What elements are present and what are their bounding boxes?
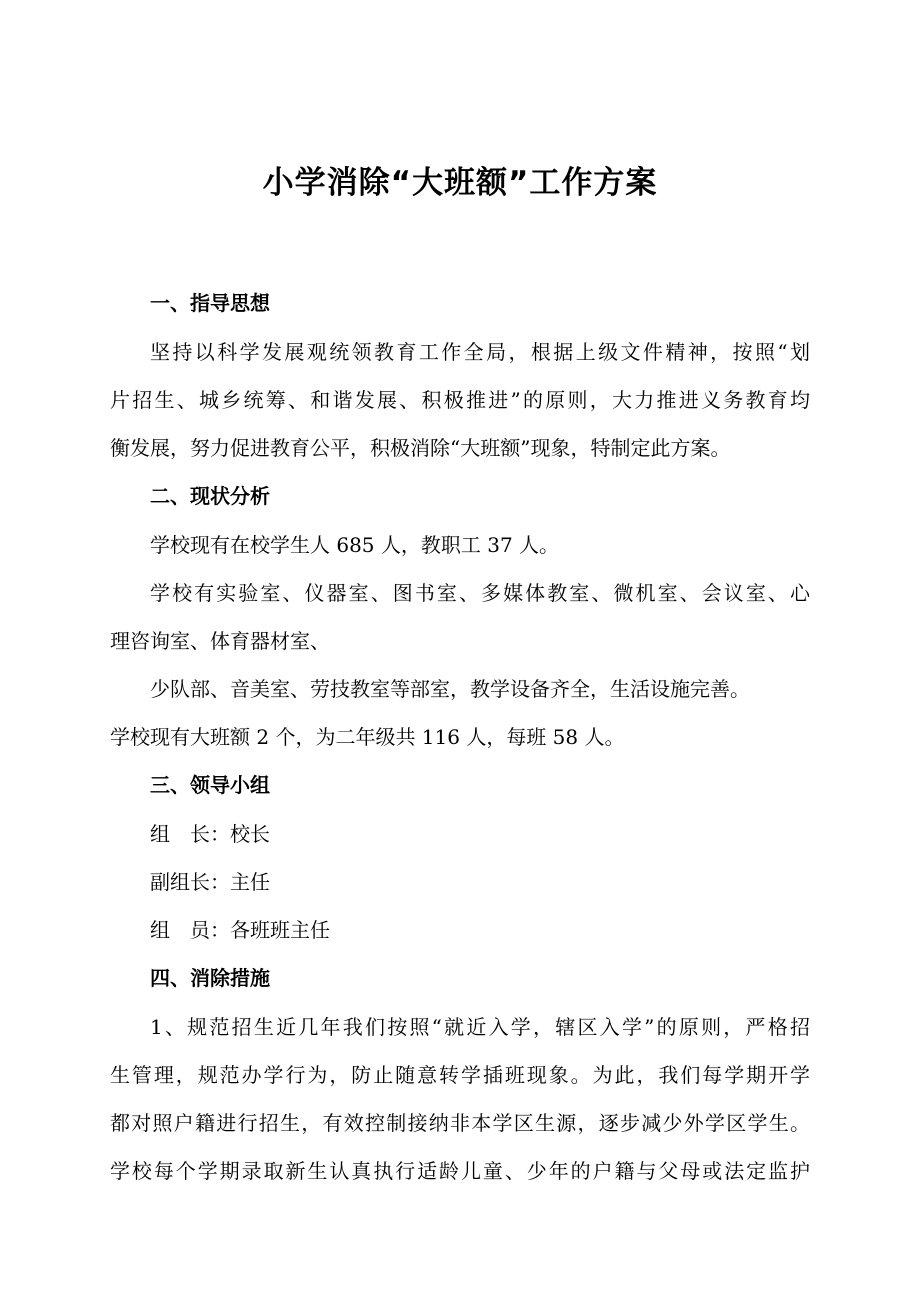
section-heading-measures: 四、消除措施 bbox=[150, 966, 270, 990]
member-leader: 组 长：校长 bbox=[150, 822, 270, 846]
paragraph-line: 少队部、音美室、劳技教室等部室，教学设备齐全，生活设施完善。 bbox=[150, 677, 750, 701]
paragraph-line: 片招生、城乡统筹、和谐发展、积极推进”的原则，大力推进义务教育均 bbox=[110, 388, 810, 412]
paragraph-line: 生管理，规范办学行为，防止随意转学插班现象。为此，我们每学期开学 bbox=[110, 1063, 810, 1087]
paragraph-line: 理咨询室、体育器材室、 bbox=[110, 629, 330, 653]
member-deputy-leader: 副组长：主任 bbox=[150, 870, 270, 894]
paragraph-line: 衡发展，努力促进教育公平，积极消除“大班额”现象，特制定此方案。 bbox=[110, 436, 731, 460]
paragraph-line: 学校每个学期录取新生认真执行适龄儿童、少年的户籍与父母或法定监护 bbox=[110, 1159, 810, 1183]
member-members: 组 员：各班班主任 bbox=[150, 918, 330, 942]
paragraph-line: 学校现有在校学生人 685 人，教职工 37 人。 bbox=[150, 533, 560, 557]
section-heading-status-analysis: 二、现状分析 bbox=[150, 484, 270, 508]
paragraph-line: 学校有实验室、仪器室、图书室、多媒体教室、微机室、会议室、心 bbox=[150, 581, 810, 605]
paragraph-line: 坚持以科学发展观统领教育工作全局，根据上级文件精神，按照“划 bbox=[150, 340, 810, 364]
paragraph-line: 1、规范招生近几年我们按照“就近入学，辖区入学”的原则，严格招 bbox=[150, 1015, 810, 1039]
paragraph-line: 学校现有大班额 2 个，为二年级共 116 人，每班 58 人。 bbox=[110, 725, 625, 749]
section-heading-leadership-group: 三、领导小组 bbox=[150, 773, 270, 797]
document-title: 小学消除“大班额”工作方案 bbox=[262, 165, 658, 201]
paragraph-line: 都对照户籍进行招生，有效控制接纳非本学区生源，逐步减少外学区学生。 bbox=[110, 1111, 810, 1135]
section-heading-guiding-ideology: 一、指导思想 bbox=[150, 291, 270, 315]
